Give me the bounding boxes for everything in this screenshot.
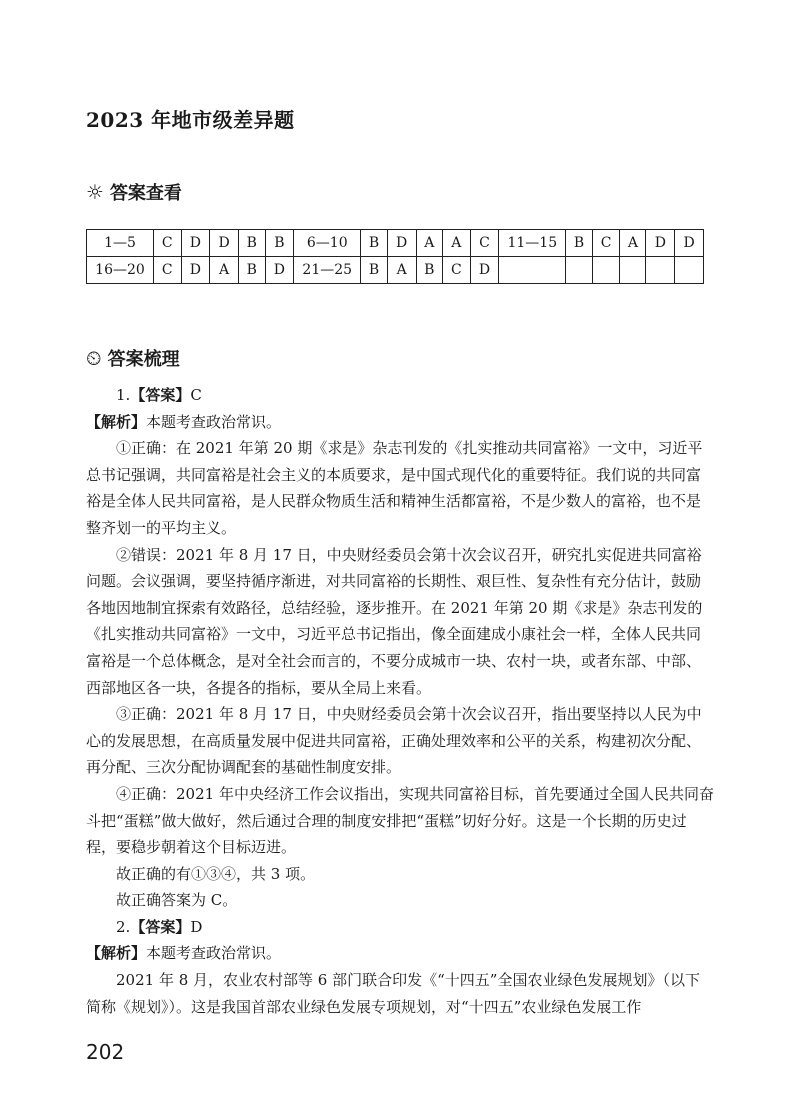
analysis-section-label: 答案梳理 [107,349,180,370]
answer-cell: A [387,257,416,284]
paragraph: ④正确：2021 年中央经济工作会议指出，实现共同富裕目标，首先要通过全国人民共同奋斗把“蛋糕”做大做好，然后通过合理的制度安排把“蛋糕”切好分好。这是一个长期的历史过程，要稳步朝着这个目标迈进。 [86,784,714,857]
answer-cell [592,257,620,284]
paragraph: 2021 年 8 月，农业农村部等 6 部门联合印发《“十四五”全国农业绿色发展规划》（以下简称《规划》）。这是我国首部农业绿色发展专项规划，对“十四五”农业绿色发展工作 [86,971,700,1016]
answer-cell [675,257,704,284]
answers-section-label: 答案查看 [109,183,182,204]
answer-cell: B [238,257,265,284]
paragraph: ②错误：2021 年 8 月 17 日，中央财经委员会第十次会议召开，研究扎实促进共同富裕问题。会议强调，要坚持循序渐进，对共同富裕的长期性、艰巨性、复杂性有充分估计，鼓励各地因地制宜探索有效路径，总结经验，逐步推开。在 2021 年第 20 期《求是》杂志刊发的《扎实推动共同富裕》一文中，习近平总书记指出，像全面建成小康社会一样，全体人民共同富裕是一个总体概念，是对全社会而言的，不要分成城市一块、农村一块，或者东部、中部、西部地区各一块，各提各的指标，要从全局上来看。 [86,545,703,697]
table-row [87,230,704,257]
answer-cell: A [443,230,471,257]
answer-table [86,229,704,284]
range-cell: 1—5 [87,230,154,257]
answer-cell: B [361,257,388,284]
analysis-section-heading [86,345,180,371]
analysis-text: 本题考查政治常识。 [146,944,282,963]
answer-cell: D [470,257,499,284]
answer-cell [620,257,646,284]
range-cell: 21—25 [294,257,361,284]
range-cell [499,257,566,284]
sun-icon: ☼ [86,180,104,204]
paragraph: ①正确：在 2021 年第 20 期《求是》杂志刊发的《扎实推动共同富裕》一文中，习近平总书记强调，共同富裕是社会主义的本质要求，是中国式现代化的重要特征。我们说的共同富裕是全体人民共同富裕，是人民群众物质生活和精神生活都富裕，不是少数人的富裕，也不是整齐划一的平均主义。 [86,439,703,537]
answer-cell: D [181,230,210,257]
answer-value: D [190,917,203,936]
answer-cell: B [566,230,593,257]
answer-cell [646,257,675,284]
answers-section-heading [86,179,182,205]
analysis-body [86,382,714,1020]
answer-cell: B [416,257,443,284]
page-number: 202 [86,1040,125,1064]
answer-tag: 【答案】 [130,386,191,404]
q2-answer-line [86,914,714,941]
analysis-tag: 【解析】 [86,944,147,963]
answer-cell: C [154,230,182,257]
q1-analysis-line [86,409,714,436]
answer-cell: D [387,230,416,257]
answer-cell: D [646,230,675,257]
range-cell: 6—10 [294,230,361,257]
question-number: 2. [116,917,131,936]
answer-cell: B [265,230,294,257]
answer-cell: B [238,230,265,257]
answer-cell: A [210,257,239,284]
answer-cell: A [416,230,443,257]
q1-answer-line [86,382,714,409]
answer-cell: D [675,230,704,257]
answer-cell: A [620,230,646,257]
answer-cell: C [443,257,471,284]
clock-icon: ⏲ [86,346,102,370]
answer-value: C [190,386,202,404]
answer-cell: D [210,230,239,257]
range-cell: 16—20 [87,257,154,284]
analysis-tag: 【解析】 [86,412,147,431]
question-number: 1. [116,386,131,404]
paragraph: ③正确：2021 年 8 月 17 日，中央财经委员会第十次会议召开，指出要坚持以人民为中心的发展思想，在高质量发展中促进共同富裕，正确处理效率和公平的关系，构建初次分配、再分配、三次分配协调配套的基础性制度安排。 [86,705,702,777]
answer-cell: B [361,230,388,257]
answer-tag: 【答案】 [130,917,191,936]
answer-cell [566,257,593,284]
answer-cell: C [470,230,499,257]
q2-analysis-line [86,940,714,967]
answer-cell: D [181,257,210,284]
answer-cell: C [592,230,620,257]
analysis-text: 本题考查政治常识。 [146,412,282,431]
paragraph: 故正确的有①③④，共 3 项。 [116,864,316,883]
table-row [87,257,704,284]
page-title: 2023 年地市级差异题 [86,108,295,132]
answer-cell: C [154,257,182,284]
range-cell: 11—15 [499,230,566,257]
answer-cell: D [265,257,294,284]
paragraph: 故正确答案为 C。 [116,891,238,910]
